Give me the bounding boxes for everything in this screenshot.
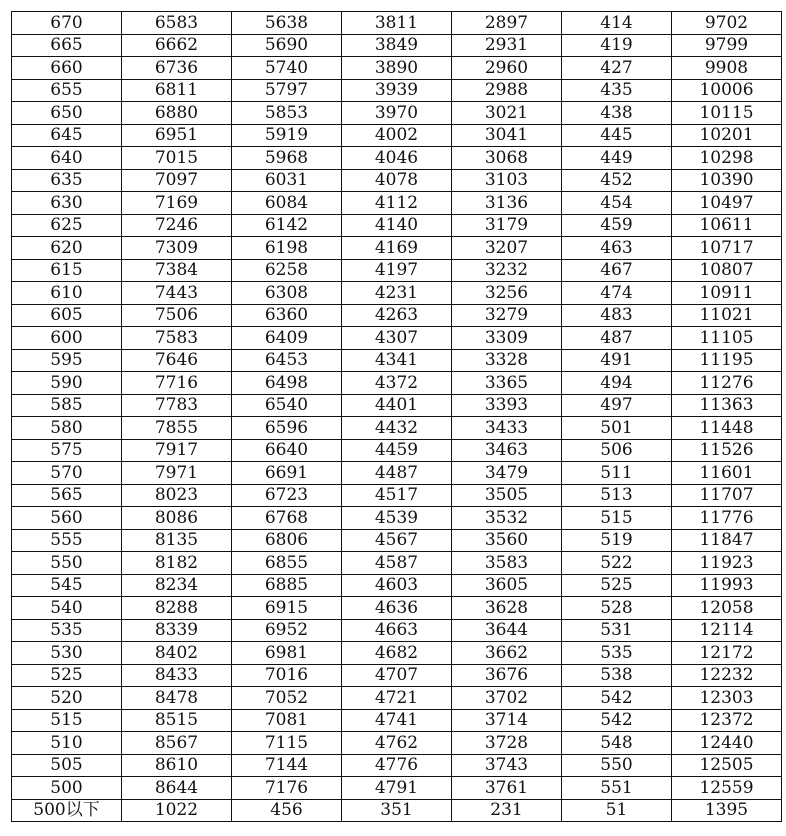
table-cell-col-5: 3207 bbox=[452, 237, 562, 260]
table-cell-col-6: 454 bbox=[562, 192, 672, 215]
table-cell-score: 550 bbox=[12, 552, 122, 575]
table-cell-col-2: 8478 bbox=[122, 687, 232, 710]
table-cell-col-2: 8339 bbox=[122, 619, 232, 642]
table-row bbox=[12, 102, 782, 125]
table-cell-col-3: 7052 bbox=[232, 687, 342, 710]
table-cell-col-2: 7716 bbox=[122, 372, 232, 395]
table-row bbox=[12, 417, 782, 440]
table-cell-col-5: 3232 bbox=[452, 259, 562, 282]
table-cell-col-3: 6981 bbox=[232, 642, 342, 665]
table-cell-col-7: 12303 bbox=[672, 687, 782, 710]
table-cell-score: 585 bbox=[12, 394, 122, 417]
table-cell-col-7: 12559 bbox=[672, 777, 782, 800]
table-cell-score: 500 bbox=[12, 777, 122, 800]
table-cell-score: 530 bbox=[12, 642, 122, 665]
table-cell-col-7: 10807 bbox=[672, 259, 782, 282]
table-cell-col-3: 6031 bbox=[232, 169, 342, 192]
table-cell-col-4: 3849 bbox=[342, 34, 452, 57]
table-row bbox=[12, 799, 782, 822]
table-row bbox=[12, 349, 782, 372]
table-row bbox=[12, 214, 782, 237]
table-cell-col-4: 4263 bbox=[342, 304, 452, 327]
table-cell-col-6: 551 bbox=[562, 777, 672, 800]
table-cell-col-3: 6360 bbox=[232, 304, 342, 327]
table-cell-col-6: 449 bbox=[562, 147, 672, 170]
table-cell-col-2: 7097 bbox=[122, 169, 232, 192]
table-cell-col-2: 6736 bbox=[122, 57, 232, 80]
table-cell-col-4: 4517 bbox=[342, 484, 452, 507]
table-cell-score: 595 bbox=[12, 349, 122, 372]
table-row bbox=[12, 394, 782, 417]
table-row bbox=[12, 777, 782, 800]
table-row bbox=[12, 124, 782, 147]
table-row bbox=[12, 619, 782, 642]
table-cell-score: 645 bbox=[12, 124, 122, 147]
table-cell-col-6: 435 bbox=[562, 79, 672, 102]
table-cell-score: 670 bbox=[12, 12, 122, 35]
table-row bbox=[12, 642, 782, 665]
table-cell-col-5: 3479 bbox=[452, 462, 562, 485]
table-cell-col-4: 4046 bbox=[342, 147, 452, 170]
table-cell-score: 600 bbox=[12, 327, 122, 350]
table-cell-col-6: 522 bbox=[562, 552, 672, 575]
table-cell-col-5: 3365 bbox=[452, 372, 562, 395]
table-cell-score: 500以下 bbox=[12, 799, 122, 822]
table-cell-score: 575 bbox=[12, 439, 122, 462]
table-row bbox=[12, 34, 782, 57]
table-cell-col-6: 51 bbox=[562, 799, 672, 822]
table-cell-col-7: 1395 bbox=[672, 799, 782, 822]
table-cell-col-5: 3583 bbox=[452, 552, 562, 575]
table-cell-col-3: 6768 bbox=[232, 507, 342, 530]
table-cell-col-4: 4636 bbox=[342, 597, 452, 620]
table-cell-col-4: 3970 bbox=[342, 102, 452, 125]
table-cell-col-4: 4682 bbox=[342, 642, 452, 665]
table-cell-col-6: 491 bbox=[562, 349, 672, 372]
table-row bbox=[12, 372, 782, 395]
table-row bbox=[12, 529, 782, 552]
table-cell-score: 535 bbox=[12, 619, 122, 642]
table-cell-col-6: 445 bbox=[562, 124, 672, 147]
table-cell-score: 605 bbox=[12, 304, 122, 327]
table-cell-col-4: 4372 bbox=[342, 372, 452, 395]
table-cell-col-5: 2988 bbox=[452, 79, 562, 102]
table-cell-score: 570 bbox=[12, 462, 122, 485]
table-cell-col-7: 12440 bbox=[672, 732, 782, 755]
table-cell-col-5: 3179 bbox=[452, 214, 562, 237]
table-cell-col-7: 11363 bbox=[672, 394, 782, 417]
table-cell-col-7: 11601 bbox=[672, 462, 782, 485]
table-cell-score: 590 bbox=[12, 372, 122, 395]
table-cell-col-4: 4721 bbox=[342, 687, 452, 710]
table-cell-col-4: 3811 bbox=[342, 12, 452, 35]
table-cell-col-6: 459 bbox=[562, 214, 672, 237]
table-row bbox=[12, 439, 782, 462]
table-cell-col-3: 5919 bbox=[232, 124, 342, 147]
table-cell-col-2: 8610 bbox=[122, 754, 232, 777]
table-cell-col-4: 4791 bbox=[342, 777, 452, 800]
table-cell-col-5: 3328 bbox=[452, 349, 562, 372]
score-distribution-table bbox=[11, 11, 782, 822]
table-body bbox=[12, 12, 782, 822]
table-cell-col-4: 4002 bbox=[342, 124, 452, 147]
table-cell-col-7: 9799 bbox=[672, 34, 782, 57]
table-cell-col-2: 7583 bbox=[122, 327, 232, 350]
table-cell-col-4: 3890 bbox=[342, 57, 452, 80]
table-cell-col-6: 531 bbox=[562, 619, 672, 642]
table-cell-score: 655 bbox=[12, 79, 122, 102]
table-cell-col-3: 5690 bbox=[232, 34, 342, 57]
table-cell-col-2: 6880 bbox=[122, 102, 232, 125]
table-cell-col-4: 351 bbox=[342, 799, 452, 822]
table-cell-col-3: 6308 bbox=[232, 282, 342, 305]
table-cell-col-7: 12372 bbox=[672, 709, 782, 732]
table-cell-col-6: 550 bbox=[562, 754, 672, 777]
table-cell-col-6: 519 bbox=[562, 529, 672, 552]
table-cell-col-5: 3560 bbox=[452, 529, 562, 552]
table-cell-col-2: 6583 bbox=[122, 12, 232, 35]
table-cell-col-4: 4567 bbox=[342, 529, 452, 552]
table-cell-col-5: 3628 bbox=[452, 597, 562, 620]
table-cell-col-2: 7506 bbox=[122, 304, 232, 327]
table-cell-col-3: 7176 bbox=[232, 777, 342, 800]
table-cell-score: 635 bbox=[12, 169, 122, 192]
table-cell-col-4: 4663 bbox=[342, 619, 452, 642]
table-row bbox=[12, 147, 782, 170]
table-cell-col-6: 506 bbox=[562, 439, 672, 462]
table-cell-col-3: 6453 bbox=[232, 349, 342, 372]
table-cell-col-2: 7246 bbox=[122, 214, 232, 237]
table-row bbox=[12, 237, 782, 260]
table-cell-col-7: 11448 bbox=[672, 417, 782, 440]
table-row bbox=[12, 754, 782, 777]
table-cell-col-4: 4197 bbox=[342, 259, 452, 282]
table-cell-col-6: 542 bbox=[562, 687, 672, 710]
table-cell-col-4: 4459 bbox=[342, 439, 452, 462]
table-cell-col-3: 6084 bbox=[232, 192, 342, 215]
table-cell-col-5: 3605 bbox=[452, 574, 562, 597]
table-cell-col-2: 8234 bbox=[122, 574, 232, 597]
table-cell-col-2: 8433 bbox=[122, 664, 232, 687]
table-cell-col-6: 467 bbox=[562, 259, 672, 282]
table-cell-col-4: 4231 bbox=[342, 282, 452, 305]
table-cell-col-5: 3068 bbox=[452, 147, 562, 170]
table-cell-col-2: 6951 bbox=[122, 124, 232, 147]
table-cell-col-2: 8402 bbox=[122, 642, 232, 665]
table-cell-col-7: 9702 bbox=[672, 12, 782, 35]
table-cell-col-2: 6811 bbox=[122, 79, 232, 102]
table-cell-col-7: 12232 bbox=[672, 664, 782, 687]
table-cell-score: 610 bbox=[12, 282, 122, 305]
table-cell-col-6: 474 bbox=[562, 282, 672, 305]
table-cell-col-4: 4487 bbox=[342, 462, 452, 485]
table-cell-col-4: 4078 bbox=[342, 169, 452, 192]
table-cell-col-5: 3136 bbox=[452, 192, 562, 215]
table-cell-col-5: 3279 bbox=[452, 304, 562, 327]
table-cell-col-4: 4762 bbox=[342, 732, 452, 755]
table-cell-col-4: 4741 bbox=[342, 709, 452, 732]
table-cell-col-7: 11526 bbox=[672, 439, 782, 462]
table-row bbox=[12, 12, 782, 35]
table-cell-col-2: 7855 bbox=[122, 417, 232, 440]
table-cell-col-6: 452 bbox=[562, 169, 672, 192]
table-cell-score: 660 bbox=[12, 57, 122, 80]
table-cell-score: 565 bbox=[12, 484, 122, 507]
table-cell-col-6: 487 bbox=[562, 327, 672, 350]
table-cell-col-3: 6691 bbox=[232, 462, 342, 485]
table-row bbox=[12, 327, 782, 350]
table-cell-col-3: 6640 bbox=[232, 439, 342, 462]
table-cell-col-6: 548 bbox=[562, 732, 672, 755]
table-cell-col-3: 6498 bbox=[232, 372, 342, 395]
table-cell-col-5: 3505 bbox=[452, 484, 562, 507]
table-cell-col-7: 10497 bbox=[672, 192, 782, 215]
table-cell-col-7: 11276 bbox=[672, 372, 782, 395]
table-cell-col-5: 231 bbox=[452, 799, 562, 822]
table-cell-col-3: 7144 bbox=[232, 754, 342, 777]
table-row bbox=[12, 259, 782, 282]
table-cell-col-7: 12058 bbox=[672, 597, 782, 620]
table-cell-col-4: 4169 bbox=[342, 237, 452, 260]
table-cell-col-2: 7015 bbox=[122, 147, 232, 170]
table-cell-col-2: 7309 bbox=[122, 237, 232, 260]
table-row bbox=[12, 552, 782, 575]
table-cell-score: 505 bbox=[12, 754, 122, 777]
table-cell-col-7: 10390 bbox=[672, 169, 782, 192]
table-cell-col-7: 10115 bbox=[672, 102, 782, 125]
table-cell-score: 560 bbox=[12, 507, 122, 530]
table-cell-col-3: 6198 bbox=[232, 237, 342, 260]
table-row bbox=[12, 484, 782, 507]
table-cell-col-7: 12172 bbox=[672, 642, 782, 665]
table-cell-col-7: 10717 bbox=[672, 237, 782, 260]
table-row bbox=[12, 709, 782, 732]
table-cell-col-3: 6409 bbox=[232, 327, 342, 350]
table-cell-col-3: 6885 bbox=[232, 574, 342, 597]
table-cell-col-7: 10611 bbox=[672, 214, 782, 237]
table-cell-col-3: 5797 bbox=[232, 79, 342, 102]
table-cell-col-3: 7081 bbox=[232, 709, 342, 732]
table-cell-col-7: 10201 bbox=[672, 124, 782, 147]
table-cell-col-3: 7115 bbox=[232, 732, 342, 755]
table-cell-col-3: 6540 bbox=[232, 394, 342, 417]
table-cell-col-5: 3393 bbox=[452, 394, 562, 417]
table-cell-col-4: 4401 bbox=[342, 394, 452, 417]
table-cell-col-3: 6855 bbox=[232, 552, 342, 575]
table-cell-col-6: 542 bbox=[562, 709, 672, 732]
table-cell-col-2: 7443 bbox=[122, 282, 232, 305]
table-cell-col-6: 538 bbox=[562, 664, 672, 687]
table-cell-col-6: 513 bbox=[562, 484, 672, 507]
table-cell-col-5: 2960 bbox=[452, 57, 562, 80]
table-cell-col-2: 7971 bbox=[122, 462, 232, 485]
table-cell-col-5: 2931 bbox=[452, 34, 562, 57]
table-cell-col-7: 11847 bbox=[672, 529, 782, 552]
table-row bbox=[12, 574, 782, 597]
table-cell-col-6: 515 bbox=[562, 507, 672, 530]
table-cell-col-4: 4539 bbox=[342, 507, 452, 530]
table-cell-col-6: 419 bbox=[562, 34, 672, 57]
table-cell-col-5: 3256 bbox=[452, 282, 562, 305]
table-cell-score: 615 bbox=[12, 259, 122, 282]
table-cell-col-4: 4112 bbox=[342, 192, 452, 215]
table-cell-col-5: 3532 bbox=[452, 507, 562, 530]
table-cell-col-6: 511 bbox=[562, 462, 672, 485]
table-cell-col-5: 3463 bbox=[452, 439, 562, 462]
table-cell-score: 555 bbox=[12, 529, 122, 552]
table-cell-col-5: 3433 bbox=[452, 417, 562, 440]
table-cell-score: 620 bbox=[12, 237, 122, 260]
table-row bbox=[12, 57, 782, 80]
table-cell-col-6: 497 bbox=[562, 394, 672, 417]
table-cell-score: 665 bbox=[12, 34, 122, 57]
table-cell-col-2: 7783 bbox=[122, 394, 232, 417]
table-cell-col-5: 3743 bbox=[452, 754, 562, 777]
table-cell-col-4: 4307 bbox=[342, 327, 452, 350]
table-cell-col-7: 11993 bbox=[672, 574, 782, 597]
table-cell-col-5: 3676 bbox=[452, 664, 562, 687]
table-cell-col-5: 3761 bbox=[452, 777, 562, 800]
table-cell-score: 510 bbox=[12, 732, 122, 755]
table-cell-col-4: 4341 bbox=[342, 349, 452, 372]
table-cell-col-6: 427 bbox=[562, 57, 672, 80]
table-cell-col-3: 6258 bbox=[232, 259, 342, 282]
table-cell-score: 640 bbox=[12, 147, 122, 170]
table-cell-col-2: 8644 bbox=[122, 777, 232, 800]
table-cell-col-2: 7646 bbox=[122, 349, 232, 372]
table-cell-col-7: 12505 bbox=[672, 754, 782, 777]
table-row bbox=[12, 687, 782, 710]
table-cell-score: 650 bbox=[12, 102, 122, 125]
table-cell-score: 625 bbox=[12, 214, 122, 237]
table-cell-col-5: 3662 bbox=[452, 642, 562, 665]
table-cell-col-2: 1022 bbox=[122, 799, 232, 822]
table-cell-col-3: 6596 bbox=[232, 417, 342, 440]
table-cell-col-7: 11105 bbox=[672, 327, 782, 350]
table-cell-col-7: 11021 bbox=[672, 304, 782, 327]
table-cell-col-7: 10911 bbox=[672, 282, 782, 305]
table-cell-col-2: 7169 bbox=[122, 192, 232, 215]
table-cell-col-6: 414 bbox=[562, 12, 672, 35]
table-cell-col-4: 4432 bbox=[342, 417, 452, 440]
table-cell-col-7: 12114 bbox=[672, 619, 782, 642]
table-row bbox=[12, 304, 782, 327]
table-cell-col-3: 5638 bbox=[232, 12, 342, 35]
table-cell-col-3: 6806 bbox=[232, 529, 342, 552]
table-cell-col-2: 8023 bbox=[122, 484, 232, 507]
table-cell-col-3: 7016 bbox=[232, 664, 342, 687]
table-cell-col-3: 6142 bbox=[232, 214, 342, 237]
table-cell-col-5: 3021 bbox=[452, 102, 562, 125]
table-cell-col-2: 8182 bbox=[122, 552, 232, 575]
table-cell-col-5: 3728 bbox=[452, 732, 562, 755]
table-row bbox=[12, 462, 782, 485]
table-cell-col-5: 3714 bbox=[452, 709, 562, 732]
table-cell-col-7: 10298 bbox=[672, 147, 782, 170]
table-cell-col-2: 7917 bbox=[122, 439, 232, 462]
table-cell-col-3: 5853 bbox=[232, 102, 342, 125]
table-cell-col-4: 4587 bbox=[342, 552, 452, 575]
table-cell-col-5: 3103 bbox=[452, 169, 562, 192]
table-cell-col-7: 11195 bbox=[672, 349, 782, 372]
table-cell-col-4: 4707 bbox=[342, 664, 452, 687]
table-cell-col-6: 494 bbox=[562, 372, 672, 395]
table-cell-col-5: 3644 bbox=[452, 619, 562, 642]
table-cell-col-4: 4140 bbox=[342, 214, 452, 237]
table-cell-col-3: 456 bbox=[232, 799, 342, 822]
table-cell-col-2: 6662 bbox=[122, 34, 232, 57]
table-cell-col-3: 6723 bbox=[232, 484, 342, 507]
table-cell-col-5: 3309 bbox=[452, 327, 562, 350]
table-cell-col-7: 11707 bbox=[672, 484, 782, 507]
table-cell-col-6: 501 bbox=[562, 417, 672, 440]
table-cell-col-2: 8135 bbox=[122, 529, 232, 552]
table-cell-col-3: 6915 bbox=[232, 597, 342, 620]
score-table-sheet bbox=[11, 11, 781, 822]
table-cell-col-6: 463 bbox=[562, 237, 672, 260]
table-cell-score: 520 bbox=[12, 687, 122, 710]
table-cell-score: 545 bbox=[12, 574, 122, 597]
table-cell-col-6: 535 bbox=[562, 642, 672, 665]
table-row bbox=[12, 169, 782, 192]
table-row bbox=[12, 79, 782, 102]
table-cell-col-2: 7384 bbox=[122, 259, 232, 282]
table-cell-col-6: 525 bbox=[562, 574, 672, 597]
table-cell-score: 630 bbox=[12, 192, 122, 215]
table-cell-col-2: 8567 bbox=[122, 732, 232, 755]
table-cell-col-2: 8288 bbox=[122, 597, 232, 620]
table-cell-score: 580 bbox=[12, 417, 122, 440]
table-row bbox=[12, 192, 782, 215]
table-cell-col-2: 8086 bbox=[122, 507, 232, 530]
table-cell-col-5: 3702 bbox=[452, 687, 562, 710]
table-cell-col-2: 8515 bbox=[122, 709, 232, 732]
table-cell-col-4: 4776 bbox=[342, 754, 452, 777]
table-cell-col-7: 11776 bbox=[672, 507, 782, 530]
table-row bbox=[12, 282, 782, 305]
table-cell-col-4: 3939 bbox=[342, 79, 452, 102]
table-cell-col-3: 5740 bbox=[232, 57, 342, 80]
table-row bbox=[12, 664, 782, 687]
table-cell-col-3: 5968 bbox=[232, 147, 342, 170]
table-cell-col-7: 11923 bbox=[672, 552, 782, 575]
table-row bbox=[12, 597, 782, 620]
table-cell-score: 540 bbox=[12, 597, 122, 620]
table-cell-col-5: 3041 bbox=[452, 124, 562, 147]
table-cell-col-7: 10006 bbox=[672, 79, 782, 102]
table-cell-col-3: 6952 bbox=[232, 619, 342, 642]
table-cell-col-4: 4603 bbox=[342, 574, 452, 597]
table-row bbox=[12, 507, 782, 530]
table-cell-col-6: 438 bbox=[562, 102, 672, 125]
table-cell-col-6: 483 bbox=[562, 304, 672, 327]
table-cell-col-6: 528 bbox=[562, 597, 672, 620]
table-cell-col-5: 2897 bbox=[452, 12, 562, 35]
table-cell-col-7: 9908 bbox=[672, 57, 782, 80]
table-cell-score: 525 bbox=[12, 664, 122, 687]
table-cell-score: 515 bbox=[12, 709, 122, 732]
table-row bbox=[12, 732, 782, 755]
